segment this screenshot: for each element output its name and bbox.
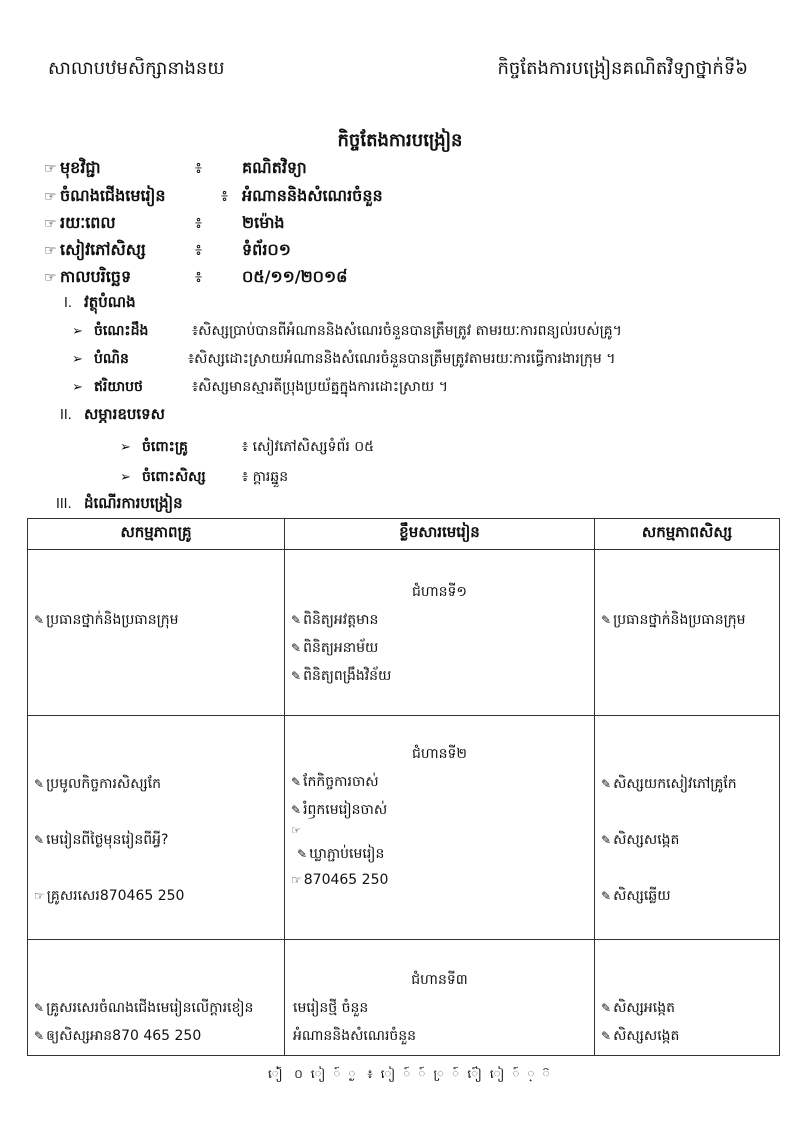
hand-pointer-icon: ☞ bbox=[44, 189, 57, 205]
meta-label: មុខវិជ្ជា bbox=[60, 158, 101, 177]
content-item: 870465 250 bbox=[303, 872, 389, 888]
pen-icon: ✎ bbox=[601, 889, 612, 903]
material-item bbox=[120, 437, 374, 458]
list-item bbox=[34, 610, 179, 631]
list-item bbox=[601, 998, 675, 1019]
objective-text: ៖សិស្សប្រាប់បានពីអំណាននិងសំណេរចំនួនបានត្រឹមត្រូវ តាមរយៈការពន្យល់របស់គ្រូ។ bbox=[192, 323, 622, 339]
meta-value: អំណាននិងសំណេរចំនួន bbox=[242, 186, 383, 205]
pen-icon: ✎ bbox=[34, 1029, 45, 1043]
teacher-activity: គ្រូសរសេរ870465 250 bbox=[46, 888, 185, 904]
hand-pointer-icon: ☞ bbox=[291, 824, 301, 837]
section-objectives-heading bbox=[64, 293, 136, 315]
pen-icon: ✎ bbox=[34, 777, 45, 791]
list-item bbox=[601, 830, 679, 851]
meta-label: កាលបរិច្ឆេទ bbox=[60, 267, 132, 286]
meta-value: ២ម៉ោង bbox=[242, 213, 285, 232]
objective-label: បំណិន bbox=[94, 351, 129, 367]
column-header-teacher: សកម្មភាពគ្រូ bbox=[28, 519, 285, 550]
meta-sep: ៖ bbox=[221, 186, 229, 205]
list-item bbox=[601, 886, 671, 907]
student-activity: សិស្សឆ្លើយ bbox=[613, 888, 671, 904]
footer-text: ៀ៍ ០ ៀ ៍ ្ង ៖ ៀ ៍ ៍ ្រ ៍ ៍ៀ ៀ ៍ ្ ៝ bbox=[268, 1067, 554, 1081]
material-text: ៖ សៀវភៅសិស្សទំព័រ ០៥ bbox=[242, 439, 375, 455]
arrow-bullet-icon: ➢ bbox=[72, 352, 83, 367]
content-item: មេរៀនថ្មី ចំនួន bbox=[293, 1000, 369, 1016]
meta-value: ទំព័រ០១ bbox=[242, 240, 291, 259]
hand-pointer-icon: ☞ bbox=[44, 270, 57, 286]
meta-sep: ៖ bbox=[195, 213, 203, 232]
content-cell bbox=[285, 940, 595, 1056]
objective-label: ឥរិយាបថ bbox=[94, 379, 143, 395]
list-item bbox=[291, 666, 391, 687]
meta-label: ចំណងជើងមេរៀន bbox=[60, 186, 166, 205]
objective-item bbox=[72, 321, 622, 342]
meta-label: រយៈពេល bbox=[60, 213, 116, 232]
student-activity: សិស្សសង្កេត bbox=[613, 1028, 680, 1044]
content-item: រំឭកមេរៀនចាស់ bbox=[303, 802, 388, 818]
pen-icon: ✎ bbox=[601, 1001, 612, 1015]
student-activity: សិស្សសង្កេត bbox=[613, 832, 680, 848]
pen-icon: ✎ bbox=[34, 833, 45, 847]
step-label: ជំហានទី២ bbox=[411, 746, 468, 762]
list-item bbox=[601, 1026, 679, 1047]
arrow-bullet-icon: ➢ bbox=[120, 470, 131, 485]
table-header-row bbox=[28, 519, 780, 550]
pen-icon: ✎ bbox=[34, 613, 45, 627]
school-name: សាលាបឋមសិក្សានាងនយ bbox=[48, 58, 225, 79]
meta-sep: ៖ bbox=[195, 158, 203, 177]
pen-icon: ✎ bbox=[291, 775, 302, 789]
section-number: III. bbox=[56, 497, 72, 512]
list-item bbox=[601, 774, 737, 795]
meta-sep: ៖ bbox=[195, 240, 203, 259]
content-cell bbox=[285, 716, 595, 940]
content-item: ពិនិត្យអវត្តមាន bbox=[303, 612, 379, 628]
hand-pointer-icon: ☞ bbox=[44, 243, 57, 259]
meta-label: សៀវភៅសិស្ស bbox=[60, 240, 146, 259]
objective-text: ៖សិស្សមានស្មារតីប្រុងប្រយ័ត្នក្នុងការដោះស្រាយ ។ bbox=[192, 379, 448, 395]
teacher-activity: គ្រូសរសេរចំណងជើងមេរៀនលើក្ដារខៀន bbox=[46, 1000, 254, 1016]
column-header-content: ខ្លឹមសារមេរៀន bbox=[285, 519, 595, 550]
student-activity: ប្រធានថ្នាក់និងប្រធានក្រុម bbox=[613, 612, 746, 628]
hand-pointer-icon: ☞ bbox=[44, 161, 57, 177]
list-item bbox=[34, 774, 161, 795]
content-item: ពិនិត្យពង្រឹងវិន័យ bbox=[303, 668, 392, 684]
student-cell bbox=[595, 940, 780, 1056]
teacher-cell bbox=[28, 550, 285, 716]
meta-row-book bbox=[44, 239, 146, 263]
content-item: ឃ្លាភ្ជាប់មេរៀន bbox=[309, 846, 385, 862]
pen-icon: ✎ bbox=[291, 669, 302, 683]
list-item bbox=[297, 844, 384, 865]
section-title: សម្ភារឧបទេស bbox=[84, 405, 165, 423]
meta-row-duration bbox=[44, 212, 116, 236]
student-activity: សិស្សអង្កេត bbox=[613, 1000, 675, 1016]
content-cell bbox=[285, 550, 595, 716]
meta-value: គណិតវិទ្យា bbox=[242, 158, 307, 177]
pen-icon: ✎ bbox=[34, 1001, 45, 1015]
teacher-cell bbox=[28, 940, 285, 1056]
meta-row-date bbox=[44, 266, 131, 290]
list-item bbox=[291, 610, 378, 631]
material-item bbox=[120, 467, 288, 488]
material-text: ៖ ក្ដារឆ្នួន bbox=[242, 469, 289, 485]
arrow-bullet-icon: ➢ bbox=[120, 440, 131, 455]
objective-item bbox=[72, 377, 448, 398]
pen-icon: ✎ bbox=[601, 613, 612, 627]
table-row bbox=[28, 940, 780, 1056]
list-item bbox=[291, 872, 388, 888]
pen-icon: ✎ bbox=[291, 641, 302, 655]
teacher-activity: មេរៀនពីថ្ងៃមុនរៀនពីអ្វី? bbox=[46, 832, 169, 848]
column-header-student: សកម្មភាពសិស្ស bbox=[595, 519, 780, 550]
material-label: ចំពោះគ្រូ bbox=[142, 439, 188, 455]
pen-icon: ✎ bbox=[297, 847, 308, 861]
section-title: វត្ថុបំណង bbox=[84, 293, 136, 311]
step-label: ជំហានទី៣ bbox=[411, 972, 468, 988]
section-materials-heading bbox=[60, 405, 165, 427]
hand-pointer-icon: ☞ bbox=[291, 873, 302, 887]
meta-value: ០៥/១១/២០១៨ bbox=[242, 267, 348, 286]
pen-icon: ✎ bbox=[601, 1029, 612, 1043]
section-number: II. bbox=[60, 408, 72, 423]
table-row bbox=[28, 550, 780, 716]
list-item bbox=[34, 1026, 201, 1047]
page-title: កិច្ចតែងការបង្រៀន bbox=[337, 130, 463, 151]
plan-title: កិច្ចតែងការបង្រៀនគណិតវិទ្យាថ្នាក់ទី៦ bbox=[497, 58, 748, 79]
list-item bbox=[34, 830, 168, 851]
pen-icon: ✎ bbox=[601, 833, 612, 847]
content-item: ពិនិត្យអនាម័យ bbox=[303, 640, 379, 656]
student-cell bbox=[595, 550, 780, 716]
arrow-bullet-icon: ➢ bbox=[72, 324, 83, 339]
hand-pointer-icon: ☞ bbox=[34, 889, 45, 903]
content-item: កែកិច្ចការចាស់ bbox=[303, 774, 379, 790]
pen-icon: ✎ bbox=[291, 613, 302, 627]
list-item bbox=[34, 998, 253, 1019]
section-process-heading bbox=[56, 494, 183, 516]
step-label: ជំហានទី១ bbox=[411, 584, 468, 600]
arrow-bullet-icon: ➢ bbox=[72, 380, 83, 395]
list-item bbox=[601, 610, 746, 631]
teacher-activity: ប្រមូលកិច្ចការសិស្សកែ bbox=[46, 776, 162, 792]
list-item bbox=[34, 886, 184, 907]
meta-row-lesson bbox=[44, 185, 166, 209]
section-number: I. bbox=[64, 296, 72, 311]
student-cell bbox=[595, 716, 780, 940]
section-title: ដំណើរការបង្រៀន bbox=[84, 494, 183, 512]
material-label: ចំពោះសិស្ស bbox=[142, 469, 206, 485]
list-item bbox=[291, 638, 378, 659]
list-item bbox=[291, 800, 387, 821]
list-item bbox=[291, 772, 379, 793]
objective-text: ៖សិស្សដោះស្រាយអំណាននិងសំណេរចំនួនបានត្រឹមត្រូវតាមរយៈការធ្វើការងារក្រុម ។ bbox=[188, 351, 616, 367]
teacher-activity: ឲ្យសិស្សអាន870 465 250 bbox=[46, 1028, 202, 1044]
meta-row-subject bbox=[44, 157, 101, 181]
table-row bbox=[28, 716, 780, 940]
objective-label: ចំណេះដឹង bbox=[94, 323, 149, 339]
content-item: អំណាននិងសំណេរចំនួន bbox=[293, 1028, 417, 1044]
lesson-table bbox=[27, 518, 780, 1056]
pen-icon: ✎ bbox=[601, 777, 612, 791]
hand-pointer-icon: ☞ bbox=[44, 216, 57, 232]
student-activity: សិស្សយកសៀវភៅគ្រូកែ bbox=[613, 776, 737, 792]
objective-item bbox=[72, 349, 615, 370]
teacher-cell bbox=[28, 716, 285, 940]
pen-icon: ✎ bbox=[291, 803, 302, 817]
teacher-activity: ប្រធានថ្នាក់និងប្រធានក្រុម bbox=[46, 612, 179, 628]
meta-sep: ៖ bbox=[195, 267, 203, 286]
